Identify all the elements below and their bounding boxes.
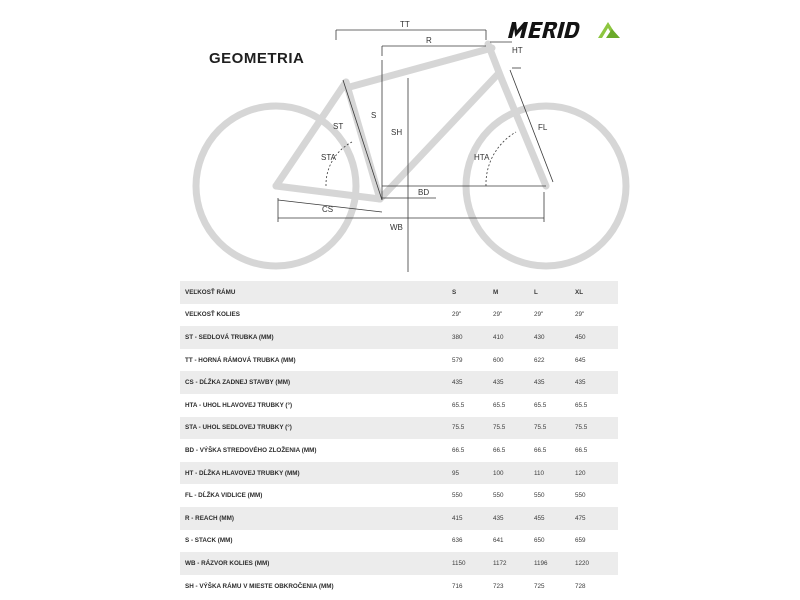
table-row [180, 484, 618, 507]
row-value: 120 [575, 462, 618, 485]
row-value: 435 [575, 371, 618, 394]
table-row [180, 394, 618, 417]
table-row [180, 507, 618, 530]
row-value: 622 [534, 349, 575, 372]
header-label: VEĽKOSŤ RÁMU [180, 281, 452, 304]
row-value: 66.5 [452, 439, 493, 462]
table-row [180, 326, 618, 349]
size-l-header: L [534, 281, 575, 304]
row-value: 728 [575, 575, 618, 598]
row-value: 29" [452, 304, 493, 327]
row-value: 66.5 [534, 439, 575, 462]
row-label: BD - VÝŠKA STREDOVÉHO ZLOŽENIA (MM) [180, 439, 452, 462]
geometry-table [180, 281, 618, 597]
row-label: R - REACH (MM) [180, 507, 452, 530]
s-label: S [371, 111, 377, 120]
row-value: 65.5 [452, 394, 493, 417]
merida-logo [508, 18, 624, 42]
hta-label: HTA [474, 153, 490, 162]
table-header-row [180, 281, 618, 304]
wb-label: WB [390, 223, 403, 232]
row-value: 1220 [575, 552, 618, 575]
r-label: R [426, 36, 432, 45]
row-value: 550 [534, 484, 575, 507]
row-value: 450 [575, 326, 618, 349]
row-value: 410 [493, 326, 534, 349]
table-row [180, 575, 618, 598]
row-value: 110 [534, 462, 575, 485]
bd-label: BD [418, 188, 430, 197]
row-label: TT - HORNÁ RÁMOVÁ TRUBKA (MM) [180, 349, 452, 372]
row-label: HT - DĹŽKA HLAVOVEJ TRUBKY (MM) [180, 462, 452, 485]
table-row [180, 530, 618, 553]
row-value: 380 [452, 326, 493, 349]
fl-label: FL [538, 123, 548, 132]
row-label: ST - SEDLOVÁ TRUBKA (MM) [180, 326, 452, 349]
geometry-table-body [180, 281, 618, 597]
row-value: 65.5 [575, 394, 618, 417]
row-label: FL - DĹŽKA VIDLICE (MM) [180, 484, 452, 507]
row-value: 636 [452, 530, 493, 553]
row-value: 100 [493, 462, 534, 485]
row-value: 435 [493, 371, 534, 394]
row-value: 723 [493, 575, 534, 598]
size-xl-header: XL [575, 281, 618, 304]
row-value: 435 [452, 371, 493, 394]
row-value: 75.5 [452, 417, 493, 440]
bike-geometry-diagram [0, 0, 800, 285]
row-label: SH - VÝŠKA RÁMU V MIESTE OBKROČENIA (MM) [180, 575, 452, 598]
row-value: 650 [534, 530, 575, 553]
table-row [180, 462, 618, 485]
row-value: 66.5 [493, 439, 534, 462]
row-value: 550 [575, 484, 618, 507]
row-label: CS - DĹŽKA ZADNEJ STAVBY (MM) [180, 371, 452, 394]
row-value: 579 [452, 349, 493, 372]
tt-label: TT [400, 20, 410, 29]
row-value: 1172 [493, 552, 534, 575]
row-value: 415 [452, 507, 493, 530]
row-value: 550 [493, 484, 534, 507]
row-value: 430 [534, 326, 575, 349]
row-label: HTA - UHOL HLAVOVEJ TRUBKY (°) [180, 394, 452, 417]
sta-label: STA [321, 153, 336, 162]
row-value: 29" [493, 304, 534, 327]
row-value: 725 [534, 575, 575, 598]
table-row [180, 349, 618, 372]
row-value: 600 [493, 349, 534, 372]
st-label: ST [333, 122, 344, 131]
row-value: 66.5 [575, 439, 618, 462]
row-value: 65.5 [534, 394, 575, 417]
row-value: 659 [575, 530, 618, 553]
row-value: 645 [575, 349, 618, 372]
page-title: GEOMETRIA [209, 50, 305, 67]
row-value: 1150 [452, 552, 493, 575]
row-label: S - STACK (MM) [180, 530, 452, 553]
table-row [180, 417, 618, 440]
table-row [180, 371, 618, 394]
row-value: 641 [493, 530, 534, 553]
row-label: VEĽKOSŤ KOLIES [180, 304, 452, 327]
row-value: 75.5 [534, 417, 575, 440]
row-value: 29" [575, 304, 618, 327]
row-value: 75.5 [493, 417, 534, 440]
row-value: 75.5 [575, 417, 618, 440]
row-value: 550 [452, 484, 493, 507]
frame [276, 44, 546, 199]
table-row [180, 304, 618, 327]
table-row [180, 439, 618, 462]
row-label: STA - UHOL SEDLOVEJ TRUBKY (°) [180, 417, 452, 440]
sh-label: SH [391, 128, 403, 137]
row-value: 455 [534, 507, 575, 530]
row-value: 716 [452, 575, 493, 598]
row-value: 1196 [534, 552, 575, 575]
table-row [180, 552, 618, 575]
ht-label: HT [512, 46, 523, 55]
row-value: 475 [575, 507, 618, 530]
row-value: 95 [452, 462, 493, 485]
row-value: 65.5 [493, 394, 534, 417]
cs-label: CS [322, 205, 334, 214]
row-value: 435 [493, 507, 534, 530]
size-m-header: M [493, 281, 534, 304]
size-s-header: S [452, 281, 493, 304]
row-value: 29" [534, 304, 575, 327]
row-value: 435 [534, 371, 575, 394]
row-label: WB - RÁZVOR KOLIES (MM) [180, 552, 452, 575]
